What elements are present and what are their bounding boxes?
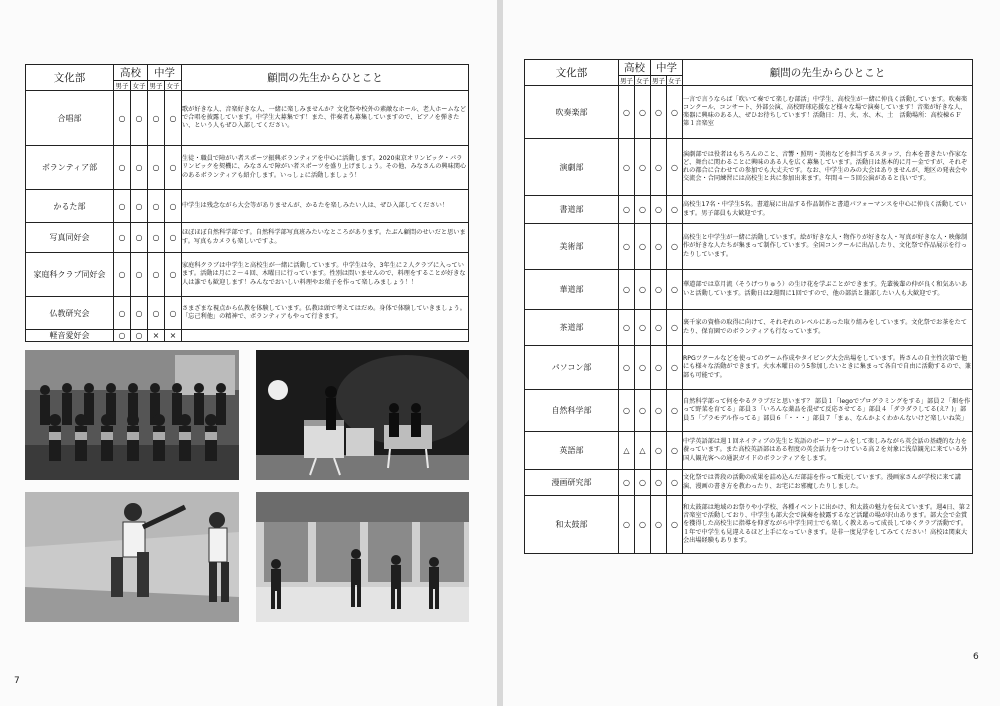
club-row: [26, 91, 469, 146]
middle-girls-mark: ○: [165, 223, 182, 253]
high-boys-mark: ○: [619, 310, 635, 346]
advisor-message: 演劇部では役者はもちろんのこと、音響・照明・美術などを担当するスタッフ、台本を書きたい作家など、舞台に関わることに興味のある人を広く募集しています。活動日は基本的に月〜金ですが、それぞれの都合に合わせての参加でも大丈夫です。なお、中学生のみの大会はありませんが、地区の発表会や交流会・合同練習には高校生と共に参加出来ます。年間４〜５回公演があると良いです。: [683, 139, 973, 196]
middle-girls-mark: ○: [165, 146, 182, 190]
middle-boys-mark: ○: [148, 146, 165, 190]
baseball-pitcher-photo: [25, 492, 239, 622]
middle-boys-mark: ○: [651, 139, 667, 196]
club-name: 合唱部: [26, 91, 114, 146]
advisor-message: 和太鼓部は地域のお祭りや小学校、各種イベントに出かけ、和太鼓の魅力を伝えています。週4日、第２音楽室で活動しており、中学生も部大会で演奏を披露するなど活躍の場が沢山あります。部大会で金賞を獲得した高校生に指導を仰ぎながら中学生同士でも楽しく教えあって成長してゆくクラブ活動です。１年で中学生も見違えるほど上手になっていきます。是非一度見学をしてみてください！高校は関東大会出場経験もあります。: [683, 496, 973, 554]
page-6: [503, 0, 1000, 706]
club-row: [525, 496, 973, 554]
middle-girls-mark: ○: [667, 346, 683, 390]
middle-girls-mark: ○: [667, 224, 683, 270]
club-name: 自然科学部: [525, 390, 619, 432]
high-girls-mark: ○: [635, 196, 651, 224]
middle-boys-mark: ○: [651, 224, 667, 270]
high-boys-mark: ○: [619, 196, 635, 224]
culture-clubs-table-left: [25, 64, 469, 342]
middle-boys-mark: ○: [651, 310, 667, 346]
middle-school-header: 中学: [651, 60, 683, 76]
advisor-message: 自然科学部って何をやるクラブだと思います？ 部員１「legoでプログラミングをする」部員２「畑を作って野菜を育てる」部員３「いろんな薬品を混ぜて反応させてる」部員４「ダラダラしてる(え？)」部員５「プラモデル作ってる」部員６「・・・」部員７「まぁ、なんかよくわかんないけど楽しいね笑」: [683, 390, 973, 432]
advisor-message: RPGツクールなどを使ってのゲーム作成やタイピング大会出場をしています。皆さんの自主性次第で他にも様々な活動ができます。火水木曜日のう5参加したいときに集まって各自で自由に活動するので、兼部も可能です。: [683, 346, 973, 390]
middle-girls-mark: ○: [667, 470, 683, 496]
page-number-left: 7: [14, 676, 20, 686]
high-girls-mark: ○: [635, 496, 651, 554]
middle-boys-header: 男子: [149, 82, 163, 90]
club-row: [525, 310, 973, 346]
club-name: 書道部: [525, 196, 619, 224]
middle-boys-header: 男子: [652, 77, 665, 85]
club-name: 軽音愛好会: [26, 330, 114, 342]
high-girls-mark: ○: [131, 223, 148, 253]
high-girls-mark: ○: [635, 346, 651, 390]
high-boys-mark: ○: [619, 139, 635, 196]
category-header: 文化部: [525, 60, 619, 86]
high-boys-mark: ○: [619, 346, 635, 390]
advisor-message: 一言で言うならば「吹いて奏でて楽しむ部活」中学生、高校生が一緒に仲良く活動しています。吹奏楽コンクール、コンサート、外部公演、高校野球応援など様々な場で演奏しています！音楽が好きな人、楽器に興味のある人、ぜひお待ちしています！活動日：月、火、水、木、土 活動場所：高校棟６Ｆ 第１音楽室: [683, 86, 973, 139]
middle-girls-mark: ○: [667, 270, 683, 310]
high-girls-mark: ○: [131, 190, 148, 223]
middle-boys-mark: ○: [651, 432, 667, 470]
high-girls-mark: ○: [635, 86, 651, 139]
club-name: かるた部: [26, 190, 114, 223]
high-boys-header: 男子: [620, 77, 633, 85]
high-boys-mark: ○: [619, 390, 635, 432]
club-name: パソコン部: [525, 346, 619, 390]
high-girls-mark: ○: [635, 390, 651, 432]
high-boys-mark: ○: [114, 146, 131, 190]
advisor-message: 裏千家の資格の取得に向けて、それぞれのレベルにあった取り組みをしています。文化祭でお茶をたてたり、保育園でのボランティアも行なっています。: [683, 310, 973, 346]
middle-girls-mark: ○: [165, 297, 182, 330]
middle-girls-mark: ○: [667, 310, 683, 346]
high-boys-mark: ○: [114, 190, 131, 223]
chorus-group-photo: [25, 350, 239, 480]
high-boys-header: 男子: [115, 82, 129, 90]
middle-girls-mark: ○: [667, 86, 683, 139]
high-girls-mark: ○: [635, 139, 651, 196]
advisor-message: 文化祭では普段の活動の成果を詰め込んだ部誌を作って販売しています。漫画家さんが学校に来て講演、漫画の書き方を教わったり、お宅にお邪魔したりしました。: [683, 470, 973, 496]
page-number-right: 6: [973, 652, 979, 662]
club-name: ボランティア部: [26, 146, 114, 190]
middle-girls-mark: ○: [667, 390, 683, 432]
club-row: [26, 223, 469, 253]
club-row: [525, 346, 973, 390]
high-boys-mark: ○: [114, 330, 131, 342]
middle-boys-mark: ○: [651, 270, 667, 310]
high-girls-mark: ○: [635, 224, 651, 270]
category-header: 文化部: [26, 65, 114, 91]
middle-boys-mark: ○: [148, 253, 165, 297]
club-name: 吹奏楽部: [525, 86, 619, 139]
club-row: [26, 330, 469, 342]
club-row: [525, 432, 973, 470]
advisor-message: 高校生17名・中学生5名。書道展に出品する作品制作と書道パフォーマンスを中心に仲良く活動しています。男子部員も大歓迎です。: [683, 196, 973, 224]
middle-boys-mark: ○: [651, 196, 667, 224]
advisor-message: さまざまな視点から仏教を体験しています。仏教は頭で考えてはだめ。身体で体験していきましょう。「忘己利他」の精神で、ボランティアもやって行きます。: [182, 297, 469, 330]
high-boys-mark: ○: [114, 253, 131, 297]
basketball-game-photo: [256, 492, 469, 622]
high-boys-mark: ○: [619, 224, 635, 270]
middle-girls-mark: ○: [165, 253, 182, 297]
high-girls-mark: ○: [131, 330, 148, 342]
middle-girls-mark: ○: [667, 496, 683, 554]
club-name: 茶道部: [525, 310, 619, 346]
advisor-message: [182, 330, 469, 342]
advisor-message: 高校生と中学生が一緒に活動しています。絵が好きな人・物作りが好きな人・写真が好きな人・映像制作が好きな人たちが集まって制作しています。全国コンクールに出品したり、文化祭で作品展示を行ったりしています。: [683, 224, 973, 270]
club-row: [26, 297, 469, 330]
advisor-message: 華道部では草月流（そうげつりゅう）の生け花を学ぶことができます。先輩後輩の仲が良く和気あいあいと活動しています。活動日は2週間に1回ですので、他の部活と兼部したい人も大歓迎です。: [683, 270, 973, 310]
high-girls-header: 女子: [636, 77, 649, 85]
advisor-message: 生徒・職員で障がい者スポーツ振興ボランティアを中心に活動します。2020東京オリンピック・パラリンピックを契機に、みなさんで障がい者スポーツを盛り上げましょう。その他、みなさんの興味関心のあるボランティアも紹介します。いっしょに活動しましょう！: [182, 146, 469, 190]
club-row: [26, 146, 469, 190]
advisor-message: 歌が好きな人、音楽好きな人、一緒に楽しみませんか？文化祭や校外の素敵なホール、老人ホームなどで合唱を披露しています。中学生大募集です！また、伴奏者も募集していますので、ピアノを弾きたい、という人もぜひ入部してください。: [182, 91, 469, 146]
club-row: [26, 190, 469, 223]
high-girls-mark: ○: [635, 470, 651, 496]
club-name: 写真同好会: [26, 223, 114, 253]
high-boys-mark: ○: [619, 86, 635, 139]
advisor-message: ほぼほぼ自然科学部です。自然科学部写真班みたいなところがあります。たぶん顧問のせいだと思います。写真もカメラも楽しいですよ。: [182, 223, 469, 253]
comment-header: 顧問の先生からひとこと: [683, 60, 973, 86]
middle-boys-mark: ○: [148, 91, 165, 146]
club-name: 漫画研究部: [525, 470, 619, 496]
club-name: 演劇部: [525, 139, 619, 196]
high-girls-mark: ○: [635, 310, 651, 346]
middle-boys-mark: ○: [148, 223, 165, 253]
middle-boys-mark: ○: [651, 496, 667, 554]
club-row: [525, 196, 973, 224]
middle-boys-mark: ×: [148, 330, 165, 342]
middle-boys-mark: ○: [651, 86, 667, 139]
culture-clubs-table-right: [524, 59, 973, 554]
middle-girls-mark: ○: [667, 196, 683, 224]
middle-girls-mark: ○: [667, 432, 683, 470]
middle-boys-mark: ○: [651, 346, 667, 390]
club-row: [26, 253, 469, 297]
middle-girls-mark: ○: [165, 91, 182, 146]
middle-girls-header: 女子: [166, 82, 180, 90]
high-school-header: 高校: [114, 65, 148, 81]
club-name: 華道部: [525, 270, 619, 310]
high-girls-mark: △: [635, 432, 651, 470]
high-girls-mark: ○: [131, 253, 148, 297]
club-row: [525, 390, 973, 432]
club-row: [525, 470, 973, 496]
high-girls-mark: ○: [635, 270, 651, 310]
club-name: 美術部: [525, 224, 619, 270]
club-name: 和太鼓部: [525, 496, 619, 554]
middle-girls-header: 女子: [668, 77, 681, 85]
page-7: [0, 0, 497, 706]
comment-header: 顧問の先生からひとこと: [182, 65, 469, 91]
middle-girls-mark: ×: [165, 330, 182, 342]
high-boys-mark: ○: [114, 297, 131, 330]
club-name: 家庭科クラブ同好会: [26, 253, 114, 297]
club-row: [525, 139, 973, 196]
high-school-header: 高校: [619, 60, 651, 76]
middle-boys-mark: ○: [148, 297, 165, 330]
high-boys-mark: ○: [619, 470, 635, 496]
high-boys-mark: ○: [114, 91, 131, 146]
advisor-message: 中学生は残念ながら大会等がありませんが、かるたを楽しみたい人は、ぜひ入部してください！: [182, 190, 469, 223]
middle-girls-mark: ○: [667, 139, 683, 196]
high-girls-mark: ○: [131, 297, 148, 330]
club-row: [525, 86, 973, 139]
high-girls-mark: ○: [131, 146, 148, 190]
club-name: 英語部: [525, 432, 619, 470]
high-girls-header: 女子: [132, 82, 146, 90]
advisor-message: 中学英語部は週１回ネイティブの先生と英語のボードゲームをして楽しみながら英会話の基礎的な力を養っています。また高校英語部はある程度の英会話力をつけている高２を対象に浅草観光に来ている外国人観光客への通訳ガイドのボランティアをします。: [683, 432, 973, 470]
high-boys-mark: ○: [114, 223, 131, 253]
middle-boys-mark: ○: [651, 390, 667, 432]
high-girls-mark: ○: [131, 91, 148, 146]
middle-school-header: 中学: [148, 65, 182, 81]
club-row: [525, 224, 973, 270]
high-boys-mark: ○: [619, 496, 635, 554]
taiko-drum-performance-photo: [256, 350, 469, 480]
middle-boys-mark: ○: [148, 190, 165, 223]
middle-boys-mark: ○: [651, 470, 667, 496]
club-name: 仏教研究会: [26, 297, 114, 330]
middle-girls-mark: ○: [165, 190, 182, 223]
high-boys-mark: △: [619, 432, 635, 470]
advisor-message: 家庭科クラブは中学生と高校生が一緒に活動しています。中学生は今、3年生に２人クラブに入っています。活動は月に２〜４回、木曜日に行っています。性別は問いませんので、料理をすることが好きな人は誰でも歓迎します！みんなでおいしい料理やお菓子を作って楽しみましょう！！: [182, 253, 469, 297]
high-boys-mark: ○: [619, 270, 635, 310]
club-row: [525, 270, 973, 310]
